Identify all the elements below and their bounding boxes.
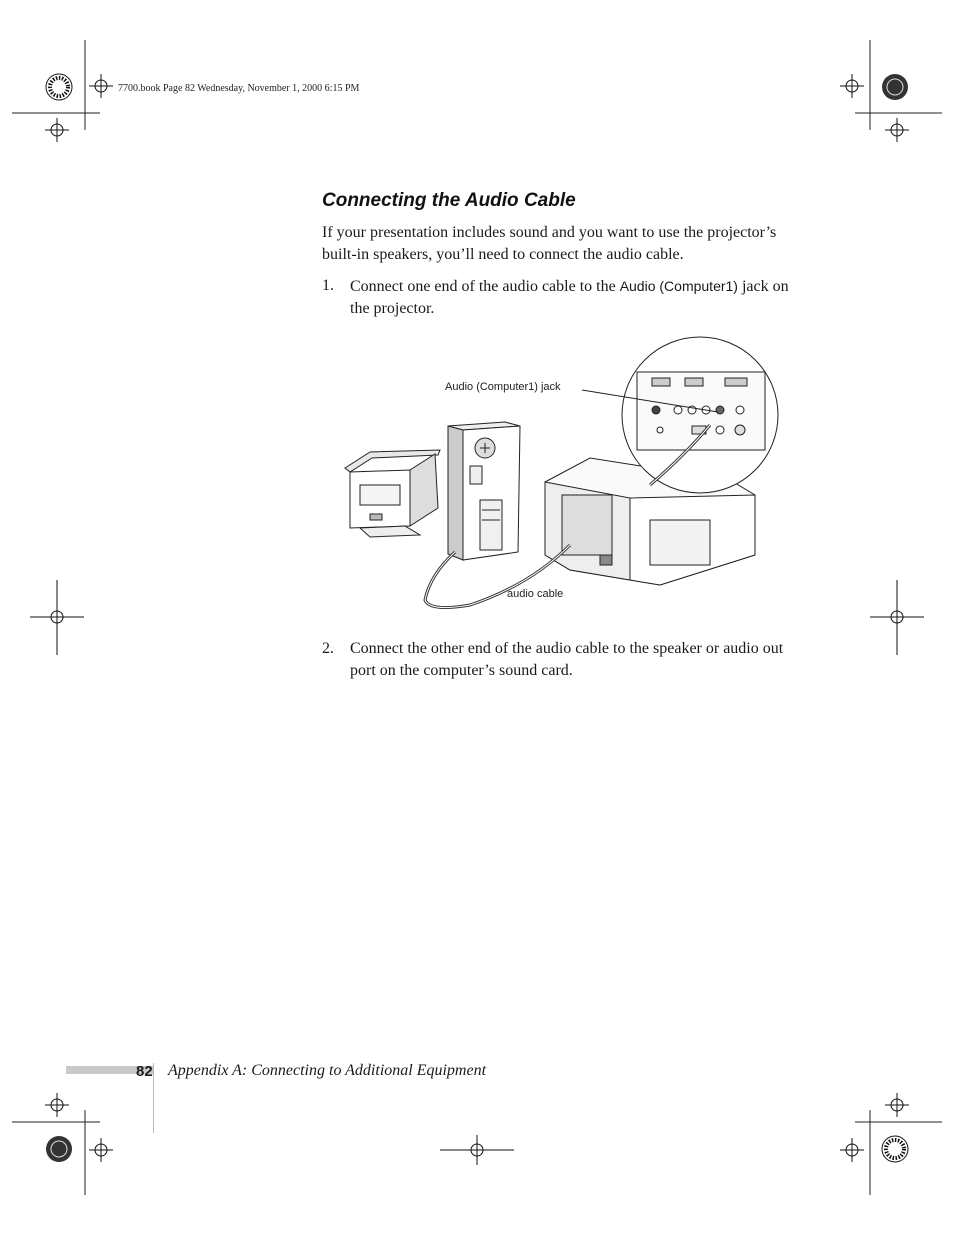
- intro-paragraph: If your presentation includes sound and you want to use the projector’s built-in speakers, you’ll need to connect the audio cable.: [322, 224, 777, 263]
- step-1: [322, 275, 792, 321]
- starburst-mark: [46, 1136, 72, 1162]
- connection-illustration: [330, 330, 790, 620]
- section-title: Connecting the Audio Cable: [322, 190, 576, 211]
- step-text: Connect one end of the audio cable to the Audio (Computer1) jack on the projector.: [350, 278, 789, 317]
- callout-jack-label: Audio (Computer1) jack: [445, 381, 561, 393]
- computer-tower-illustration: [448, 422, 520, 560]
- footer-divider: [153, 1063, 154, 1133]
- step-text: Connect the other end of the audio cable to the speaker or audio out port on the computer’s sound card.: [350, 640, 784, 679]
- page-number: 82: [136, 1063, 153, 1080]
- starburst-mark: [882, 74, 908, 100]
- monitor-illustration: [345, 450, 440, 537]
- registration-target: [840, 1138, 864, 1162]
- step-number: 1.: [322, 277, 334, 294]
- registration-target: [885, 118, 909, 142]
- zoom-callout: [622, 337, 778, 493]
- registration-target: [885, 1093, 909, 1117]
- registration-target: [45, 1093, 69, 1117]
- registration-target: [89, 74, 113, 98]
- step-number: 2.: [322, 640, 334, 657]
- starburst-mark: [882, 1136, 908, 1162]
- footer-chapter-title: Appendix A: Connecting to Additional Equipment: [168, 1062, 487, 1079]
- registration-target: [870, 580, 924, 655]
- registration-target: [840, 74, 864, 98]
- print-header: 7700.book Page 82 Wednesday, November 1, 2000 6:15 PM: [118, 83, 360, 94]
- registration-target: [45, 118, 69, 142]
- registration-target: [440, 1135, 514, 1165]
- registration-target: [30, 580, 84, 655]
- callout-cable-label: audio cable: [507, 588, 564, 600]
- step-2: [322, 638, 792, 684]
- port-label: Audio (Computer1): [619, 278, 738, 294]
- registration-target: [89, 1138, 113, 1162]
- starburst-mark: [46, 74, 72, 100]
